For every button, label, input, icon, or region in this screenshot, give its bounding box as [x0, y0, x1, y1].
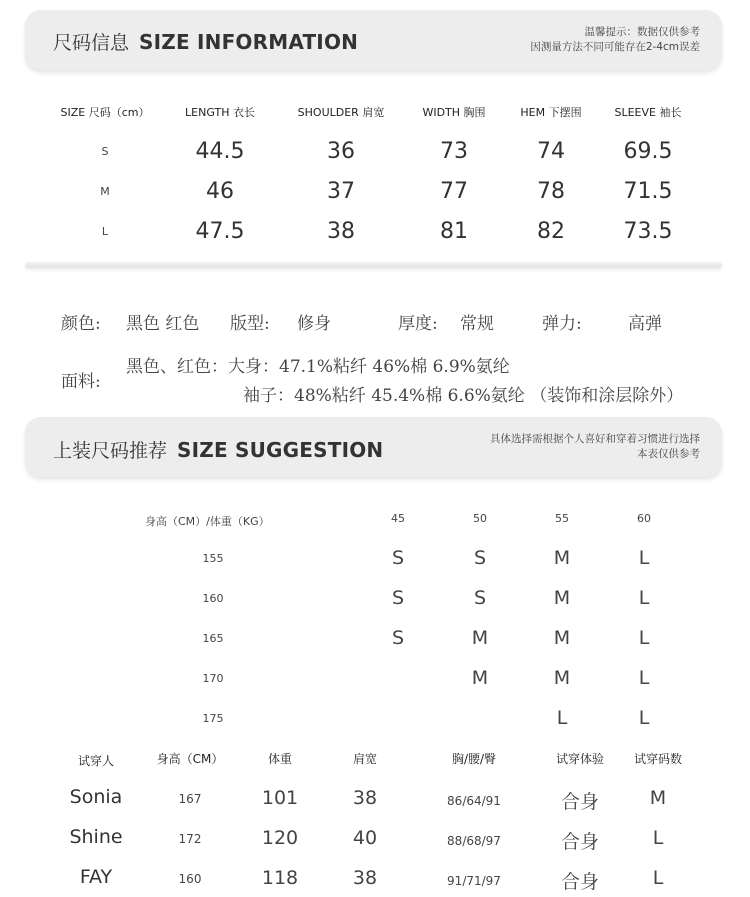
size-suggestion-note: [490, 432, 700, 462]
model-fit-header: 试穿体验: [555, 752, 604, 766]
size-label: S: [101, 145, 109, 158]
model-size: M: [649, 787, 667, 809]
width-value: 73: [440, 139, 468, 164]
width-col-header: WIDTH 胸围: [422, 106, 486, 119]
model-shoulder: 40: [352, 827, 378, 849]
size-label: L: [101, 225, 109, 238]
model-weight: 101: [261, 787, 299, 809]
model-height: 160: [178, 872, 202, 886]
suggested-size: M: [553, 547, 571, 569]
sleeve-value: 71.5: [623, 179, 673, 204]
fabric-line-sleeve: 袖子：48%粘纤 45.4%棉 6.6%氨纶 （装饰和涂层除外）: [243, 386, 684, 406]
length-value: 47.5: [195, 219, 245, 244]
suggested-size: S: [391, 587, 405, 609]
size-suggestion-note-line: 本表仅供参考: [637, 448, 700, 460]
thickness-label: 厚度:: [398, 314, 438, 334]
model-name: FAY: [79, 866, 113, 888]
color-label: 颜色:: [61, 314, 101, 334]
suggested-size: S: [391, 547, 405, 569]
fit-value: 修身: [297, 314, 331, 334]
shoulder-value: 38: [327, 219, 355, 244]
size-info-title-en: SIZE INFORMATION: [139, 29, 359, 54]
suggested-size: M: [553, 587, 571, 609]
model-bust-waist-hip-header: 胸/腰/臀: [451, 752, 497, 766]
fabric-label: 面料:: [61, 372, 101, 392]
model-height: 172: [178, 832, 202, 846]
sleeve-col-header: SLEEVE 袖长: [614, 106, 682, 119]
height-label: 155: [202, 552, 224, 565]
size-suggestion-title-en: SIZE SUGGESTION: [177, 437, 384, 462]
model-height: 167: [178, 792, 202, 806]
suggested-size: M: [553, 667, 571, 689]
fabric-line-body: 黑色、红色：大身：47.1%粘纤 46%棉 6.9%氨纶: [126, 357, 510, 377]
fit-label: 版型:: [230, 314, 270, 334]
thickness-value: 常规: [460, 314, 494, 334]
model-bust-waist-hip: 88/68/97: [447, 834, 501, 848]
suggested-size: S: [473, 587, 487, 609]
shoulder-col-header: SHOULDER 肩宽: [297, 106, 385, 119]
model-name-header: 试穿人: [77, 754, 114, 768]
suggested-size: L: [556, 707, 568, 729]
suggested-size: L: [638, 627, 650, 649]
size-info-title-zh: 尺码信息: [53, 32, 130, 54]
model-weight: 120: [261, 827, 299, 849]
suggested-size: L: [638, 547, 650, 569]
color-value: 黑色 红色: [126, 314, 200, 334]
model-weight: 118: [261, 867, 299, 889]
hem-value: 78: [537, 179, 565, 204]
weight-header: 60: [637, 512, 651, 525]
hem-value: 74: [537, 139, 565, 164]
size-info-note-line: 因测量方法不同可能存在2-4cm误差: [530, 41, 700, 53]
sleeve-value: 73.5: [623, 219, 673, 244]
height-weight-corner-label: 身高（CM）/体重（KG）: [145, 515, 270, 528]
length-value: 46: [206, 179, 234, 204]
size-info-note: [530, 25, 700, 55]
height-label: 160: [202, 592, 224, 605]
width-value: 81: [440, 219, 468, 244]
model-bust-waist-hip: 86/64/91: [447, 794, 501, 808]
model-shoulder: 38: [352, 787, 378, 809]
sleeve-value: 69.5: [623, 139, 673, 164]
length-value: 44.5: [195, 139, 245, 164]
suggested-size: L: [638, 707, 650, 729]
elasticity-value: 高弹: [628, 314, 662, 334]
shoulder-value: 37: [327, 179, 355, 204]
suggested-size: L: [638, 667, 650, 689]
weight-header: 50: [473, 512, 487, 525]
size-label: M: [100, 185, 110, 198]
hem-col-header: HEM 下摆围: [520, 106, 582, 119]
weight-header: 45: [391, 512, 405, 525]
model-size-header: 试穿码数: [633, 752, 682, 766]
model-fit: 合身: [560, 791, 599, 813]
section-divider: [25, 262, 722, 268]
suggested-size: S: [473, 547, 487, 569]
size-suggestion-note-line: 具体选择需根据个人喜好和穿着习惯进行选择: [490, 433, 700, 445]
length-col-header: LENGTH 衣长: [185, 106, 255, 119]
suggested-size: M: [553, 627, 571, 649]
height-label: 170: [202, 672, 224, 685]
model-name: Sonia: [69, 786, 123, 808]
suggested-size: L: [638, 587, 650, 609]
suggested-size: M: [471, 627, 489, 649]
model-bust-waist-hip: 91/71/97: [447, 874, 501, 888]
model-height-header: 身高（CM）: [156, 752, 224, 766]
height-label: 165: [202, 632, 224, 645]
model-fit: 合身: [560, 831, 599, 853]
hem-value: 82: [537, 219, 565, 244]
elasticity-label: 弹力:: [542, 314, 582, 334]
size-info-header-band: [25, 10, 722, 70]
model-fit: 合身: [560, 871, 599, 893]
shoulder-value: 36: [327, 139, 355, 164]
width-value: 77: [440, 179, 468, 204]
model-size: L: [652, 827, 664, 849]
model-weight-header: 体重: [267, 752, 292, 766]
suggested-size: M: [471, 667, 489, 689]
suggested-size: S: [391, 627, 405, 649]
size-col-header: SIZE 尺码（cm）: [60, 106, 150, 119]
size-info-note-line: 温馨提示：数据仅供参考: [584, 26, 700, 38]
weight-header: 55: [555, 512, 569, 525]
model-name: Shine: [69, 826, 123, 848]
height-label: 175: [202, 712, 224, 725]
model-shoulder: 38: [352, 867, 378, 889]
size-suggestion-title-zh: 上装尺码推荐: [53, 440, 168, 462]
model-shoulder-header: 肩宽: [352, 752, 377, 766]
size-suggestion-header-band: [25, 417, 722, 477]
model-size: L: [652, 867, 664, 889]
